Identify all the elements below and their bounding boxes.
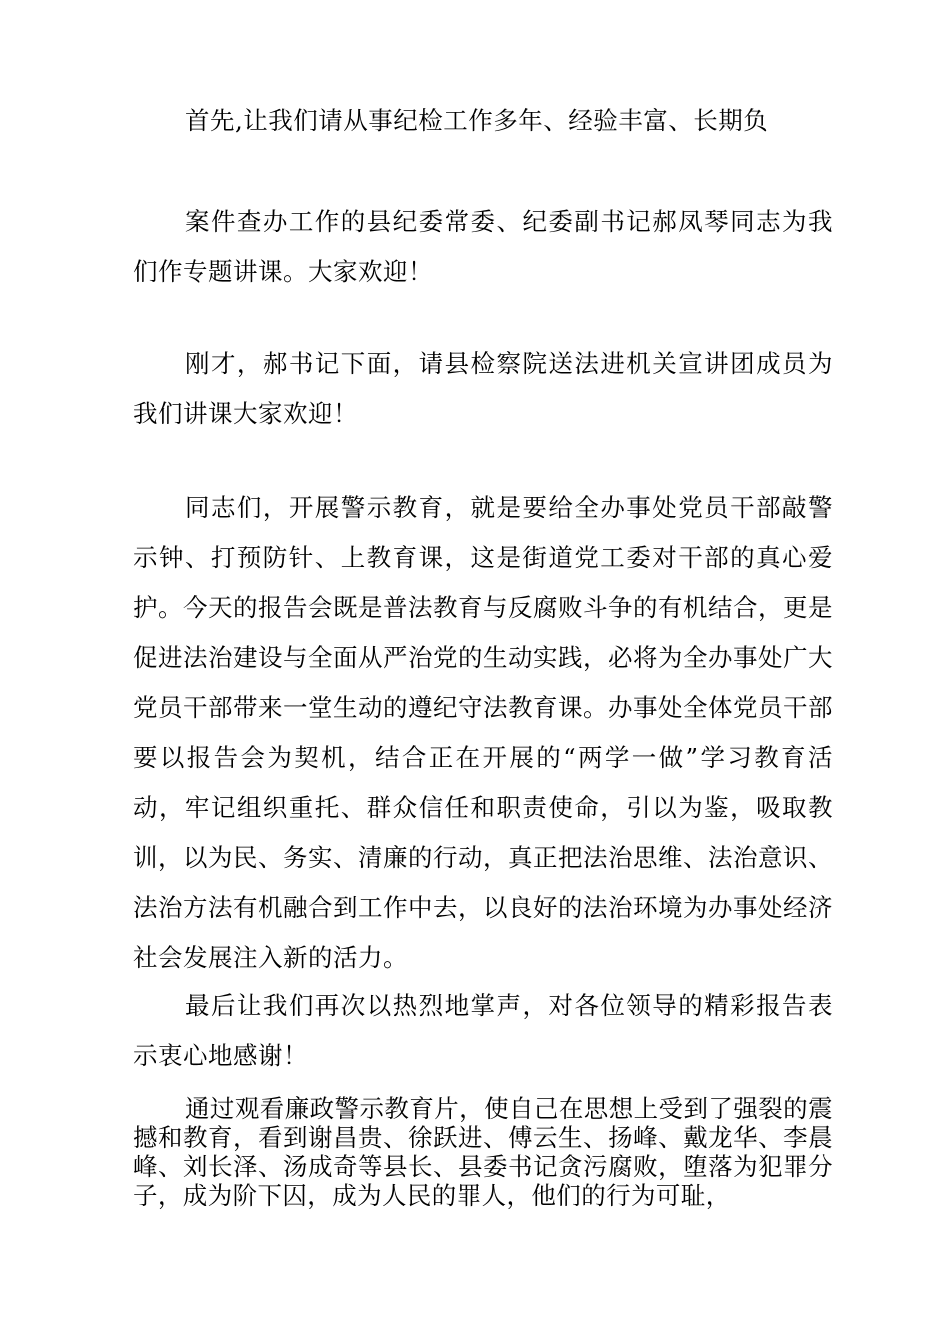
paragraph-lecture-intro: 案件查办工作的县纪委常委、纪委副书记郝凤琴同志为我们作专题讲课。大家欢迎！ xyxy=(133,207,833,286)
paragraph-opening: 首先,让我们请从事纪检工作多年、经验丰富、长期负 xyxy=(185,106,769,135)
paragraph-warning-education: 同志们，开展警示教育，就是要给全办事处党员干部敲警示钟、打预防针、上教育课，这是街道党工委对干部的真心爱护。今天的报告会既是普法教育与反腐败斗争的有机结合，更是促进法治建设与全面从严治党的生动实践，必将为全办事处广大党员干部带来一堂生动的遵纪守法教育课。办事处全体党员干部要以报告会为契机，结合正在开展的“两学一做”学习教育活动，牢记组织重托、群众信任和职责使命，引以为鉴，吸取教训，以为民、务实、清廉的行动，真正把法治思维、法治意识、法治方法有机融合到工作中去，以良好的法治环境为办事处经济社会发展注入新的活力。 xyxy=(133,493,833,972)
paragraph-prosecutor-intro: 刚才，郝书记下面，请县检察院送法进机关宣讲团成员为我们讲课大家欢迎！ xyxy=(133,349,833,428)
paragraph-reflection: 通过观看廉政警示教育片，使自己在思想上受到了强裂的震撼和教育，看到谢昌贵、徐跃进、傅云生、扬峰、戴龙华、李晨峰、刘长泽、汤成奇等县长、县委书记贪污腐败，堕落为犯罪分子，成为阶下囚，成为人民的罪人，他们的行为可耻， xyxy=(133,1094,833,1210)
paragraph-thanks: 最后让我们再次以热烈地掌声，对各位领导的精彩报告表示衷心地感谢！ xyxy=(133,991,833,1070)
